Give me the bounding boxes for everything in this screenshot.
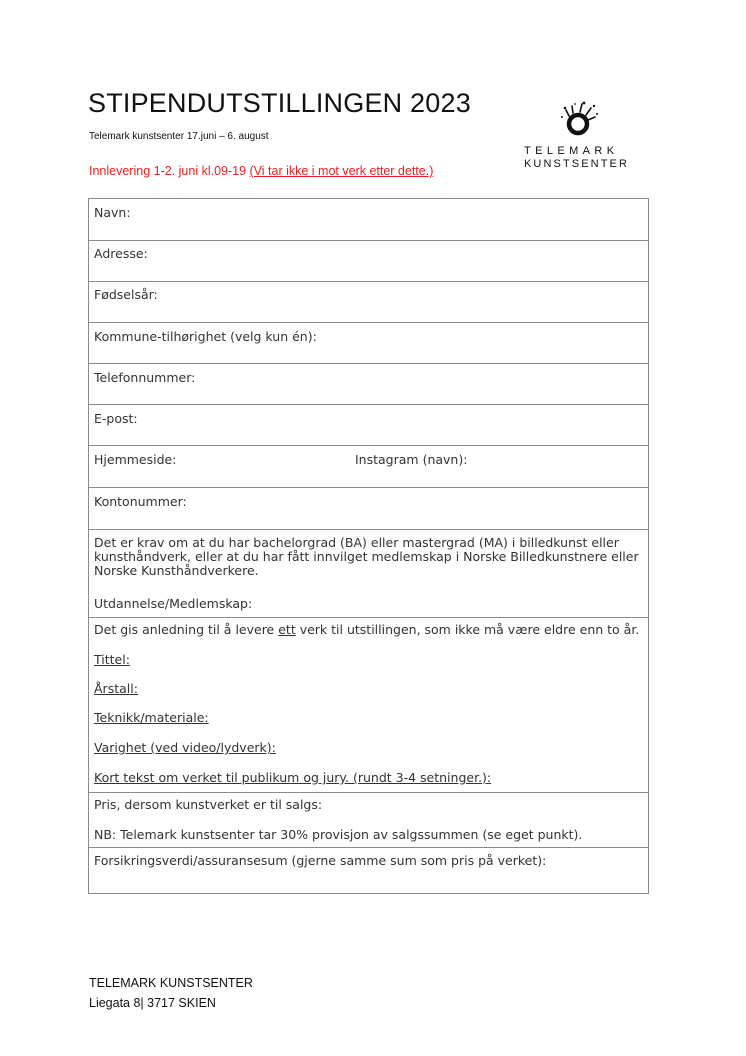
work-duration-label: Varighet (ved video/lydverk): (94, 740, 276, 755)
page-title: STIPENDUTSTILLINGEN 2023 (88, 88, 471, 118)
exhibition-dates: Telemark kunstsenter 17.juni – 6. august (89, 131, 269, 142)
form-row-email[interactable] (89, 405, 648, 446)
form-row-birth-year[interactable] (89, 282, 648, 323)
delivery-text: Innlevering 1-2. juni kl.09-19 (89, 164, 250, 178)
email-label: E-post: (94, 411, 138, 426)
work-text-label: Kort tekst om verket til publikum og jury. (rundt 3-4 setninger.): (94, 770, 492, 785)
work-year-label: Årstall: (94, 681, 138, 696)
ink-circle-icon (556, 100, 602, 140)
education-label: Utdannelse/Medlemskap: (94, 596, 253, 611)
form-row-work[interactable] (89, 618, 648, 793)
form-row-account[interactable] (89, 488, 648, 530)
address-label: Adresse: (94, 246, 148, 261)
education-requirement: Det er krav om at du har bachelorgrad (BA) eller mastergrad (MA) i billedkunst eller kunsthåndverk, eller at du har fått innvilget medlemskap i Norske Billedkunstnere eller Norske Kunsthåndverkere. (94, 535, 639, 578)
delivery-note: (Vi tar ikke i mot verk etter dette.) (249, 164, 434, 178)
form-row-address[interactable] (89, 241, 648, 282)
birth-year-label: Fødselsår: (94, 287, 158, 302)
logo-line-1: TELEMARK (524, 145, 619, 157)
account-label: Kontonummer: (94, 494, 187, 509)
price-label: Pris, dersom kunstverket er til salgs: (94, 797, 323, 812)
form-row-insurance[interactable] (89, 848, 648, 893)
form-row-education[interactable] (89, 530, 648, 618)
municipality-label: Kommune-tilhørighet (velg kun én): (94, 329, 317, 344)
telemark-kunstsenter-logo (520, 100, 640, 175)
form-row-municipality[interactable] (89, 323, 648, 364)
work-intro-c: verk til utstillingen, som ikke må være eldre enn to år. (295, 622, 640, 637)
name-label: Navn: (94, 205, 131, 220)
form-row-price[interactable] (89, 793, 648, 848)
instagram-label: Instagram (navn): (355, 452, 468, 467)
phone-label: Telefonnummer: (94, 370, 196, 385)
website-label: Hjemmeside: (94, 452, 177, 467)
delivery-info (89, 164, 433, 178)
insurance-label: Forsikringsverdi/assuransesum (gjerne samme sum som pris på verket): (94, 853, 547, 868)
work-title-label: Tittel: (94, 652, 130, 667)
work-technique-label: Teknikk/materiale: (94, 710, 209, 725)
work-intro-ett: ett (278, 622, 296, 637)
form-row-name[interactable] (89, 199, 648, 241)
logo-line-2: KUNSTSENTER (524, 158, 629, 170)
form-row-phone[interactable] (89, 364, 648, 405)
price-note: NB: Telemark kunstsenter tar 30% provisjon av salgssummen (se eget punkt). (94, 827, 583, 842)
work-intro-a: Det gis anledning til å levere (94, 622, 279, 637)
footer-org: TELEMARK KUNSTSENTER (89, 976, 253, 990)
application-form (88, 198, 649, 894)
footer-address: Liegata 8| 3717 SKIEN (89, 996, 216, 1010)
form-row-website[interactable] (89, 446, 648, 488)
work-intro (94, 622, 639, 637)
